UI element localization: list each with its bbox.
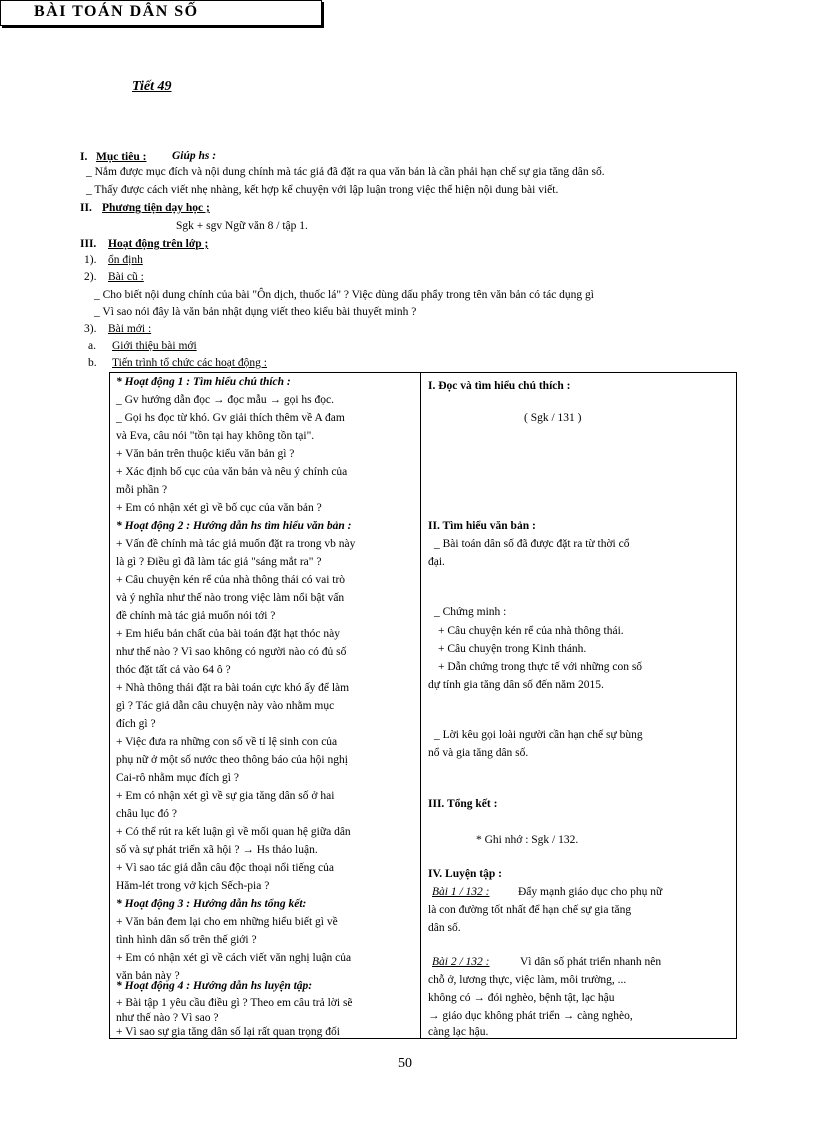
activity-line: + Em có nhận xét gì về sự gia tăng dân số ở hai — [116, 790, 335, 802]
item3-label: Bài mới : — [108, 323, 152, 335]
section3-number: III. — [80, 238, 97, 250]
content-line: không có → đói nghèo, bệnh tật, lạc hậu — [428, 992, 615, 1004]
lesson-number: Tiết 49 — [132, 79, 172, 94]
activity-line: Hăm-lét trong vở kịch Sếch-pia ? — [116, 880, 270, 892]
activity-line: + Câu chuyện kén rể của nhà thông thái có vai trò — [116, 574, 346, 586]
sub-b-label: Tiến trình tổ chức các hoạt động : — [112, 357, 267, 369]
activity-line: tình hình dân số trên thế giới ? — [116, 934, 257, 946]
activity-line: + Vì sao tác giả dẫn câu độc thoại nổi tiếng của — [116, 862, 334, 874]
content-line: chỗ ở, lương thực, việc làm, môi trường, ... — [428, 974, 627, 986]
activity-line: + Em có nhận xét gì về bố cục của văn bản ? — [116, 502, 322, 514]
objective-line-2: _ Thấy được cách viết nhẹ nhàng, kết hợp kể chuyện với lập luận trong việc thể hiện nội dung bài viết. — [86, 184, 559, 196]
content-line: Đẩy mạnh giáo dục cho phụ nữ — [518, 886, 663, 898]
content-section-4-heading: IV. Luyện tập : — [428, 868, 502, 880]
activity-1-heading: * Hoạt động 1 : Tìm hiểu chú thích : — [116, 376, 291, 388]
activity-line: phụ nữ ở một số nước theo thông báo của hội nghị — [116, 754, 348, 766]
activity-line: mỗi phần ? — [116, 484, 168, 496]
page-number: 50 — [398, 1056, 412, 1071]
content-reference-1: ( Sgk / 131 ) — [524, 412, 582, 424]
activity-line: đích gì ? — [116, 718, 156, 730]
activity-line: như thế nào ? Vì sao ? — [116, 1012, 219, 1024]
page-title: BÀI TOÁN DÂN SỐ — [34, 3, 199, 20]
section2-number: II. — [80, 202, 92, 214]
content-line: → giáo dục không phát triển → càng nghèo, — [428, 1010, 633, 1022]
activity-line: số và sự phát triển xã hội ? → Hs thảo luận. — [116, 844, 318, 856]
content-line: Vì dân số phát triển nhanh nên — [520, 956, 662, 968]
activities-table — [109, 372, 737, 1039]
section2-heading: Phương tiện dạy học ; — [102, 202, 210, 214]
activity-line: _ Gọi hs đọc từ khó. Gv giải thích thêm về A đam — [116, 412, 345, 424]
item3-number: 3). — [84, 323, 97, 335]
review-question-2: _ Vì sao nói đây là văn bản nhật dụng viết theo kiểu bài thuyết minh ? — [94, 306, 417, 318]
section1-helper: Giúp hs : — [172, 150, 217, 162]
activity-line: + Bài tập 1 yêu cầu điều gì ? Theo em câu trả lời sẽ — [116, 997, 353, 1009]
content-line: _ Lời kêu gọi loài người cần hạn chế sự bùng — [434, 729, 643, 741]
exercise-2-label: Bài 2 / 132 : — [432, 956, 490, 968]
item2-number: 2). — [84, 271, 97, 283]
activity-line: + Em có nhận xét gì về cách viết văn nghị luận của — [116, 952, 352, 964]
section1-heading: Mục tiêu : — [96, 151, 147, 163]
content-summary-note: * Ghi nhớ : Sgk / 132. — [476, 834, 579, 846]
activity-4-heading: * Hoạt động 4 : Hướng dẫn hs luyện tập: — [116, 980, 313, 992]
activity-line: châu lục đó ? — [116, 808, 177, 820]
activity-2-heading: * Hoạt động 2 : Hướng dẫn hs tìm hiểu văn bản : — [116, 520, 352, 532]
item1-number: 1). — [84, 254, 97, 266]
sub-b-number: b. — [88, 357, 97, 369]
content-section-1-heading: I. Đọc và tìm hiểu chú thích : — [428, 380, 571, 392]
content-line: dân số. — [428, 922, 461, 934]
activity-line: Cai-rô nhằm mục đích gì ? — [116, 772, 239, 784]
activity-line: + Em hiểu bản chất của bài toán đặt hạt thóc này — [116, 628, 340, 640]
content-line: là con đường tốt nhất để hạn chế sự gia tăng — [428, 904, 632, 916]
content-line: _ Bài toán dân số đã được đặt ra từ thời cổ — [434, 538, 630, 550]
activity-line: thóc đặt tất cả vào 64 ô ? — [116, 664, 231, 676]
content-line: _ Chứng minh : — [434, 606, 507, 618]
content-line: + Câu chuyện kén rể của nhà thông thái. — [438, 625, 624, 637]
review-question-1: _ Cho biết nội dung chính của bài "Ôn dịch, thuốc lá" ? Việc dùng dấu phẩy trong tên văn bản có tác dụng gì — [94, 289, 594, 301]
activity-line: văn bản này ? — [116, 970, 180, 982]
section2-content: Sgk + sgv Ngữ văn 8 / tập 1. — [176, 220, 308, 232]
activity-line: _ Gv hướng dẫn đọc → đọc mẫu → gọi hs đọc. — [116, 394, 335, 406]
activity-line: + Có thể rút ra kết luận gì về mối quan hệ giữa dân — [116, 826, 351, 838]
activity-line: gì ? Tác giả dẫn câu chuyện này vào nhằm mục — [116, 700, 335, 712]
activity-line: + Việc đưa ra những con số về tỉ lệ sinh con của — [116, 736, 338, 748]
section1-number: I. — [80, 151, 88, 163]
item2-label: Bài cũ : — [108, 271, 144, 283]
title-box — [0, 0, 322, 26]
activity-line: như thế nào ? Vì sao không có người nào có đủ số — [116, 646, 347, 658]
activity-line: + Nhà thông thái đặt ra bài toán cực khó ấy để làm — [116, 682, 350, 694]
activity-line: và Eva, câu nói "tồn tại hay không tồn tại". — [116, 430, 315, 442]
content-section-3-heading: III. Tổng kết : — [428, 798, 498, 810]
content-line: đại. — [428, 556, 445, 568]
item1-label: ổn định — [108, 254, 143, 266]
content-line: + Dẫn chứng trong thực tế với những con số — [438, 661, 643, 673]
activity-line: + Vì sao sự gia tăng dân số lại rất quan trọng đối — [116, 1026, 340, 1038]
activity-line: + Vấn đề chính mà tác giả muốn đặt ra trong vb này — [116, 538, 356, 550]
content-line: càng lạc hậu. — [428, 1026, 489, 1038]
activity-line: và ý nghĩa như thế nào trong việc làm nổi bật vấn — [116, 592, 345, 604]
activity-3-heading: * Hoạt động 3 : Hướng dẫn hs tổng kết: — [116, 898, 307, 910]
section3-heading: Hoạt động trên lớp ; — [108, 238, 209, 250]
content-section-2-heading: II. Tìm hiểu văn bản : — [428, 520, 536, 532]
activity-line: là gì ? Điều gì đã làm tác giả "sáng mắt ra" ? — [116, 556, 322, 568]
content-line: dự tính gia tăng dân số đến năm 2015. — [428, 679, 604, 691]
sub-a-number: a. — [88, 340, 96, 352]
activity-line: + Văn bản đem lại cho em những hiểu biết gì về — [116, 916, 338, 928]
objective-line-1: _ Nắm được mục đích và nội dung chính mà tác giả đã đặt ra qua văn bản là cần phải hạn chế sự gia tăng dân số. — [86, 166, 605, 178]
content-line: nổ và gia tăng dân số. — [428, 747, 529, 759]
exercise-1-label: Bài 1 / 132 : — [432, 886, 490, 898]
sub-a-label: Giới thiệu bài mới — [112, 340, 197, 352]
activity-line: + Xác định bố cục của văn bản và nêu ý chính của — [116, 466, 348, 478]
activity-line: + Văn bản trên thuộc kiểu văn bản gì ? — [116, 448, 295, 460]
column-divider — [420, 373, 421, 1038]
content-line: + Câu chuyện trong Kinh thánh. — [438, 643, 587, 655]
activity-line: đề chính mà tác giả muốn nói tới ? — [116, 610, 276, 622]
